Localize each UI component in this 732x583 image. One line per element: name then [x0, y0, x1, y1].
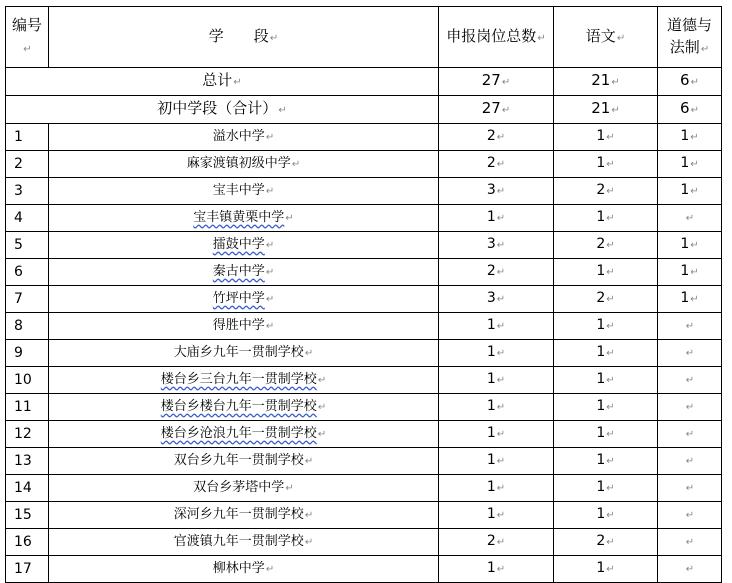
paragraph-mark: ↵ [496, 456, 506, 467]
morality-positions [658, 232, 722, 259]
summary-label-text: 总计 [202, 71, 233, 89]
chinese-positions [554, 475, 658, 502]
chinese-positions-text: 1 [596, 155, 606, 171]
chinese-positions [554, 556, 658, 583]
total-positions [439, 178, 554, 205]
summary-row [6, 96, 722, 124]
paragraph-mark: ↵ [690, 294, 699, 305]
paragraph-mark: ↵ [265, 239, 275, 251]
table-row [6, 475, 722, 502]
morality-positions-text: 1 [680, 155, 690, 171]
summary-label [6, 68, 439, 96]
chinese-positions [554, 232, 658, 259]
row-number: 12 [6, 421, 49, 448]
paragraph-mark: ↵ [685, 321, 695, 332]
total-positions-text: 1 [486, 344, 496, 360]
paragraph-mark: ↵ [496, 267, 506, 278]
chinese-positions [554, 421, 658, 448]
paragraph-mark: ↵ [285, 212, 294, 224]
total-positions [439, 529, 554, 556]
paragraph-mark: ↵ [606, 267, 615, 278]
total-positions [439, 556, 554, 583]
table-row [6, 313, 722, 340]
morality-positions [658, 502, 722, 529]
total-positions [439, 313, 554, 340]
school-name [49, 313, 439, 340]
total-positions [439, 259, 554, 286]
row-number: 13 [6, 448, 49, 475]
school-name-text: 双台乡茅塔中学 [193, 479, 285, 495]
chinese-positions [554, 151, 658, 178]
header-chinese: 语文↵ [554, 7, 658, 68]
row-number: 8 [6, 313, 49, 340]
row-number: 2 [6, 151, 49, 178]
school-name-text: 双台乡九年一贯制学校 [173, 452, 304, 468]
chinese-positions-text: 1 [596, 344, 606, 360]
paragraph-mark: ↵ [304, 509, 314, 521]
paragraph-mark: ↵ [233, 77, 242, 88]
table-row [6, 529, 722, 556]
paragraph-mark: ↵ [304, 536, 314, 548]
school-name-text: 宝丰中学 [212, 182, 265, 198]
summary-label-text: 初中学段（合计） [157, 99, 278, 117]
total-positions [439, 448, 554, 475]
chinese-positions-text: 1 [596, 371, 606, 387]
total-positions [439, 286, 554, 313]
morality-positions [658, 340, 722, 367]
morality-positions [658, 367, 722, 394]
row-number: 1 [6, 124, 49, 151]
paragraph-mark: ↵ [611, 105, 620, 116]
summary-chinese [554, 96, 658, 124]
chinese-positions-text: 2 [596, 182, 606, 198]
header-stage: 学 段↵ [49, 7, 439, 68]
header-row [6, 7, 722, 68]
school-name [49, 421, 439, 448]
school-name-text: 麻家渡镇初级中学 [186, 155, 291, 171]
table-row [6, 151, 722, 178]
paragraph-mark: ↵ [496, 348, 506, 359]
total-positions-text: 1 [486, 317, 496, 333]
paragraph-mark: ↵ [496, 375, 506, 386]
paragraph-mark: ↵ [265, 320, 275, 332]
school-name [49, 124, 439, 151]
paragraph-mark: ↵ [690, 159, 699, 170]
chinese-positions [554, 313, 658, 340]
summary-total-text: 27 [481, 99, 501, 117]
morality-positions-text: 1 [680, 290, 690, 306]
school-name-text: 柳林中学 [212, 560, 265, 576]
morality-positions-text: 1 [680, 263, 690, 279]
table-row [6, 124, 722, 151]
paragraph-mark: ↵ [685, 429, 695, 440]
total-positions [439, 367, 554, 394]
total-positions [439, 205, 554, 232]
morality-positions [658, 286, 722, 313]
school-name [49, 340, 439, 367]
morality-positions [658, 394, 722, 421]
paragraph-mark: ↵ [496, 537, 506, 548]
chinese-positions-text: 1 [596, 398, 606, 414]
school-name [49, 286, 439, 313]
row-number: 14 [6, 475, 49, 502]
paragraph-mark: ↵ [685, 456, 695, 467]
total-positions-text: 1 [486, 371, 496, 387]
paragraph-mark: ↵ [690, 267, 699, 278]
paragraph-mark: ↵ [496, 159, 506, 170]
paragraph-mark: ↵ [606, 564, 615, 575]
summary-row [6, 68, 722, 96]
table-row [6, 340, 722, 367]
chinese-positions-text: 2 [596, 533, 606, 549]
paragraph-mark: ↵ [606, 294, 615, 305]
school-name [49, 475, 439, 502]
chinese-positions-text: 1 [596, 425, 606, 441]
chinese-positions [554, 124, 658, 151]
summary-morality-text: 6 [680, 99, 690, 117]
paragraph-mark: ↵ [317, 374, 327, 386]
paragraph-mark: ↵ [265, 266, 275, 278]
paragraph-mark: ↵ [685, 375, 695, 386]
school-name [49, 448, 439, 475]
school-name [49, 151, 439, 178]
chinese-positions [554, 259, 658, 286]
chinese-positions-text: 1 [596, 560, 606, 576]
school-name [49, 502, 439, 529]
header-number: 编号↵ [6, 7, 49, 68]
paragraph-mark: ↵ [690, 77, 699, 88]
school-name [49, 556, 439, 583]
chinese-positions [554, 448, 658, 475]
table-row [6, 448, 722, 475]
chinese-positions [554, 286, 658, 313]
table-row [6, 232, 722, 259]
paragraph-mark: ↵ [291, 158, 301, 170]
school-name [49, 394, 439, 421]
total-positions-text: 1 [486, 479, 496, 495]
paragraph-mark: ↵ [496, 429, 506, 440]
row-number: 10 [6, 367, 49, 394]
paragraph-mark: ↵ [690, 240, 699, 251]
chinese-positions-text: 1 [596, 452, 606, 468]
total-positions-text: 1 [486, 506, 496, 522]
paragraph-mark: ↵ [685, 537, 695, 548]
paragraph-mark: ↵ [606, 510, 615, 521]
school-name [49, 178, 439, 205]
school-name [49, 529, 439, 556]
total-positions-text: 2 [486, 128, 496, 144]
paragraph-mark: ↵ [606, 375, 615, 386]
table-row [6, 394, 722, 421]
positions-table [5, 6, 722, 583]
paragraph-mark: ↵ [304, 347, 314, 359]
school-name-text: 得胜中学 [212, 317, 265, 333]
summary-chinese-text: 21 [591, 99, 611, 117]
school-name-text: 深河乡九年一贯制学校 [173, 506, 304, 522]
row-number: 7 [6, 286, 49, 313]
school-name [49, 205, 439, 232]
total-positions-text: 3 [486, 236, 496, 252]
table-row [6, 367, 722, 394]
school-name-text: 宝丰镇黄栗中学 [193, 209, 285, 225]
row-number: 11 [6, 394, 49, 421]
table-row [6, 259, 722, 286]
summary-total [439, 96, 554, 124]
paragraph-mark: ↵ [690, 186, 699, 197]
paragraph-mark: ↵ [606, 483, 615, 494]
table-row [6, 421, 722, 448]
paragraph-mark: ↵ [496, 240, 506, 251]
paragraph-mark: ↵ [606, 429, 615, 440]
paragraph-mark: ↵ [606, 186, 615, 197]
school-name-text: 竹坪中学 [212, 290, 265, 306]
school-name-text: 楼台乡沧浪九年一贯制学校 [160, 425, 317, 441]
paragraph-mark: ↵ [606, 348, 615, 359]
summary-morality [658, 96, 722, 124]
paragraph-mark: ↵ [685, 402, 695, 413]
chinese-positions [554, 205, 658, 232]
paragraph-mark: ↵ [317, 428, 327, 440]
paragraph-mark: ↵ [285, 482, 294, 494]
chinese-positions [554, 394, 658, 421]
morality-positions [658, 556, 722, 583]
paragraph-mark: ↵ [304, 455, 314, 467]
chinese-positions-text: 1 [596, 128, 606, 144]
total-positions-text: 1 [486, 560, 496, 576]
total-positions [439, 151, 554, 178]
summary-morality [658, 68, 722, 96]
total-positions [439, 124, 554, 151]
summary-chinese [554, 68, 658, 96]
morality-positions [658, 421, 722, 448]
chinese-positions-text: 1 [596, 506, 606, 522]
total-positions-text: 2 [486, 263, 496, 279]
paragraph-mark: ↵ [606, 240, 615, 251]
morality-positions [658, 448, 722, 475]
morality-positions [658, 259, 722, 286]
summary-morality-text: 6 [680, 71, 690, 89]
chinese-positions-text: 1 [596, 317, 606, 333]
row-number: 15 [6, 502, 49, 529]
morality-positions [658, 529, 722, 556]
paragraph-mark: ↵ [501, 105, 511, 116]
total-positions-text: 2 [486, 155, 496, 171]
total-positions [439, 340, 554, 367]
school-name-text: 楼台乡三台九年一贯制学校 [160, 371, 317, 387]
paragraph-mark: ↵ [496, 213, 506, 224]
total-positions [439, 394, 554, 421]
total-positions [439, 232, 554, 259]
school-name-text: 擂鼓中学 [212, 236, 265, 252]
chinese-positions-text: 2 [596, 290, 606, 306]
chinese-positions [554, 367, 658, 394]
school-name-text: 溢水中学 [212, 128, 265, 144]
paragraph-mark: ↵ [265, 563, 275, 575]
paragraph-mark: ↵ [611, 77, 620, 88]
paragraph-mark: ↵ [685, 483, 695, 494]
morality-positions-text: 1 [680, 182, 690, 198]
row-number: 16 [6, 529, 49, 556]
total-positions-text: 1 [486, 425, 496, 441]
summary-total [439, 68, 554, 96]
paragraph-mark: ↵ [685, 348, 695, 359]
paragraph-mark: ↵ [606, 159, 615, 170]
chinese-positions [554, 340, 658, 367]
paragraph-mark: ↵ [501, 77, 511, 88]
summary-chinese-text: 21 [591, 71, 611, 89]
table-row [6, 502, 722, 529]
paragraph-mark: ↵ [265, 131, 275, 143]
school-name-text: 大庙乡九年一贯制学校 [173, 344, 304, 360]
total-positions [439, 421, 554, 448]
paragraph-mark: ↵ [496, 294, 506, 305]
morality-positions-text: 1 [680, 128, 690, 144]
paragraph-mark: ↵ [496, 402, 506, 413]
row-number: 9 [6, 340, 49, 367]
paragraph-mark: ↵ [265, 293, 275, 305]
chinese-positions [554, 178, 658, 205]
paragraph-mark: ↵ [278, 105, 287, 116]
chinese-positions-text: 1 [596, 479, 606, 495]
table-row [6, 205, 722, 232]
total-positions-text: 1 [486, 398, 496, 414]
paragraph-mark: ↵ [606, 402, 615, 413]
paragraph-mark: ↵ [496, 186, 506, 197]
paragraph-mark: ↵ [606, 132, 615, 143]
school-name-text: 楼台乡楼台九年一贯制学校 [160, 398, 317, 414]
row-number: 6 [6, 259, 49, 286]
school-name-text: 官渡镇九年一贯制学校 [173, 533, 304, 549]
summary-label [6, 96, 439, 124]
paragraph-mark: ↵ [496, 132, 506, 143]
paragraph-mark: ↵ [496, 510, 506, 521]
chinese-positions-text: 1 [596, 263, 606, 279]
paragraph-mark: ↵ [606, 537, 615, 548]
morality-positions-text: 1 [680, 236, 690, 252]
school-name [49, 259, 439, 286]
total-positions-text: 2 [486, 533, 496, 549]
paragraph-mark: ↵ [265, 185, 275, 197]
row-number: 5 [6, 232, 49, 259]
table-row [6, 556, 722, 583]
total-positions [439, 502, 554, 529]
morality-positions [658, 151, 722, 178]
chinese-positions-text: 1 [596, 209, 606, 225]
paragraph-mark: ↵ [606, 213, 615, 224]
table-row [6, 178, 722, 205]
chinese-positions [554, 529, 658, 556]
total-positions-text: 3 [486, 290, 496, 306]
paragraph-mark: ↵ [685, 564, 695, 575]
chinese-positions-text: 2 [596, 236, 606, 252]
school-name-text: 秦古中学 [212, 263, 265, 279]
row-number: 17 [6, 556, 49, 583]
morality-positions [658, 205, 722, 232]
paragraph-mark: ↵ [685, 213, 695, 224]
total-positions-text: 1 [486, 209, 496, 225]
school-name [49, 232, 439, 259]
header-morality-law: 道德与法制↵ [658, 7, 722, 68]
school-name [49, 367, 439, 394]
paragraph-mark: ↵ [496, 321, 506, 332]
paragraph-mark: ↵ [685, 510, 695, 521]
paragraph-mark: ↵ [606, 321, 615, 332]
total-positions [439, 475, 554, 502]
paragraph-mark: ↵ [606, 456, 615, 467]
paragraph-mark: ↵ [496, 564, 506, 575]
chinese-positions [554, 502, 658, 529]
paragraph-mark: ↵ [496, 483, 506, 494]
morality-positions [658, 313, 722, 340]
table-row [6, 286, 722, 313]
morality-positions [658, 124, 722, 151]
paragraph-mark: ↵ [317, 401, 327, 413]
paragraph-mark: ↵ [690, 105, 699, 116]
header-total-positions: 申报岗位总数↵ [439, 7, 554, 68]
summary-total-text: 27 [481, 71, 501, 89]
row-number: 3 [6, 178, 49, 205]
row-number: 4 [6, 205, 49, 232]
total-positions-text: 3 [486, 182, 496, 198]
paragraph-mark: ↵ [690, 132, 699, 143]
total-positions-text: 1 [486, 452, 496, 468]
morality-positions [658, 178, 722, 205]
morality-positions [658, 475, 722, 502]
